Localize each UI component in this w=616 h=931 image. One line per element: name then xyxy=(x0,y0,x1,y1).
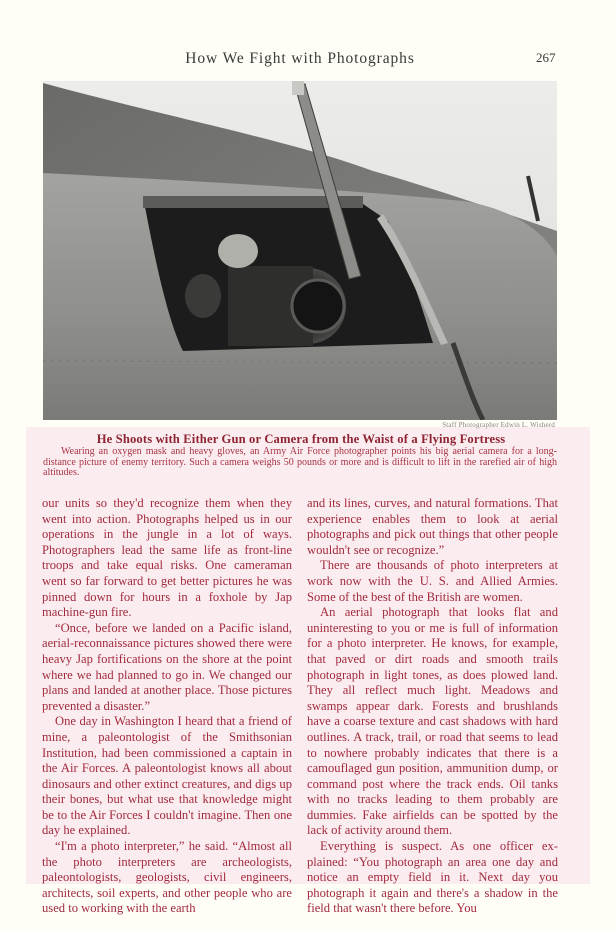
figure-photo xyxy=(43,81,557,420)
glove xyxy=(185,274,221,318)
photo-credit: Staff Photographer Edwin L. Wisherd xyxy=(442,421,555,429)
paragraph: There are thousands of photo interpreters at work now with the U. S. and Allied Armies. Some of the best of the British are women. xyxy=(307,558,558,604)
photographer-face xyxy=(218,234,258,268)
gun-tip xyxy=(292,81,304,95)
caption-body: Wearing an oxygen mask and heavy gloves, an Army Air Force photographer points his big aerial camera for a long-distance picture of enemy territory. Such a camera weighs 50 pounds or more and is difficult to lift in the rarefied air of high altitudes. xyxy=(43,446,557,478)
running-head xyxy=(0,50,616,70)
paragraph: our units so they'd recognize them when they went into action. Photographs helped us in our operations in the jungle in a lot of ways. Photographers lead the same life as front-line troops and take equal risks. One cameraman went so far forward to get better pictures he was pinned down for hours in a foxhole by Jap machine-gun fire. xyxy=(42,496,292,620)
lens-ring xyxy=(292,280,344,332)
photo-illustration xyxy=(43,81,557,420)
right-column xyxy=(307,496,558,917)
paragraph: “I'm a photo interpreter,” he said. “Almost all the photo interpreters are archeologists, paleontologists, geologists, civil engineers, architects, soil experts, and other people who are used to working with the earth xyxy=(42,839,292,916)
page-number: 267 xyxy=(536,50,556,65)
paragraph: and its lines, curves, and natural formations. That experience enables them to look at aerial photographs and pick out things that other people wouldn't see or recognize.” xyxy=(307,496,558,557)
running-title: How We Fight with Photographs xyxy=(185,50,415,67)
paragraph: Everything is suspect. As one officer explained: “You photograph an area one day and notice an empty field in it. Next day you photograph it again and there's a shadow in the field that wasn't there before. You xyxy=(307,839,558,916)
paragraph: An aerial photograph that looks flat and uninteresting to you or me is full of information for a photo interpreter. He knows, for example, that paved or dirt roads and smooth trails photograph in light tones, as does plowed land. They all reflect much light. Meadows and swamps appear dark. Forests and brushlands have a coarse texture and cast shadows with hard outlines. A track, trail, or road that seems to lead to nowhere probably indicates that there is a camouflaged gun position, ammunition dump, or command post where the track ends. Oil tanks with no tracks leading to them probably are dummies. Fake airfields can be spotted by the lack of activity around them. xyxy=(307,605,558,838)
paragraph: “Once, before we landed on a Pacific island, aerial-reconnaissance pictures showed there were heavy Jap fortifications on the shore at the point where we had planned to go in. We changed our plans and landed at another place. Those pictures prevented a disaster.” xyxy=(42,620,292,713)
left-column xyxy=(42,496,292,917)
caption-title: He Shoots with Either Gun or Camera from the Waist of a Flying Fortress xyxy=(96,432,506,446)
paragraph: One day in Washington I heard that a friend of mine, a paleontologist of the Smithsonian Institution, had been commissioned a captain in the Air Forces. A paleontologist knows all about dinosaurs and other extinct creatures, and digs up their bones, but what use that knowledge might be to the Air Forces I couldn't imagine. Then one day he explained. xyxy=(42,714,292,838)
